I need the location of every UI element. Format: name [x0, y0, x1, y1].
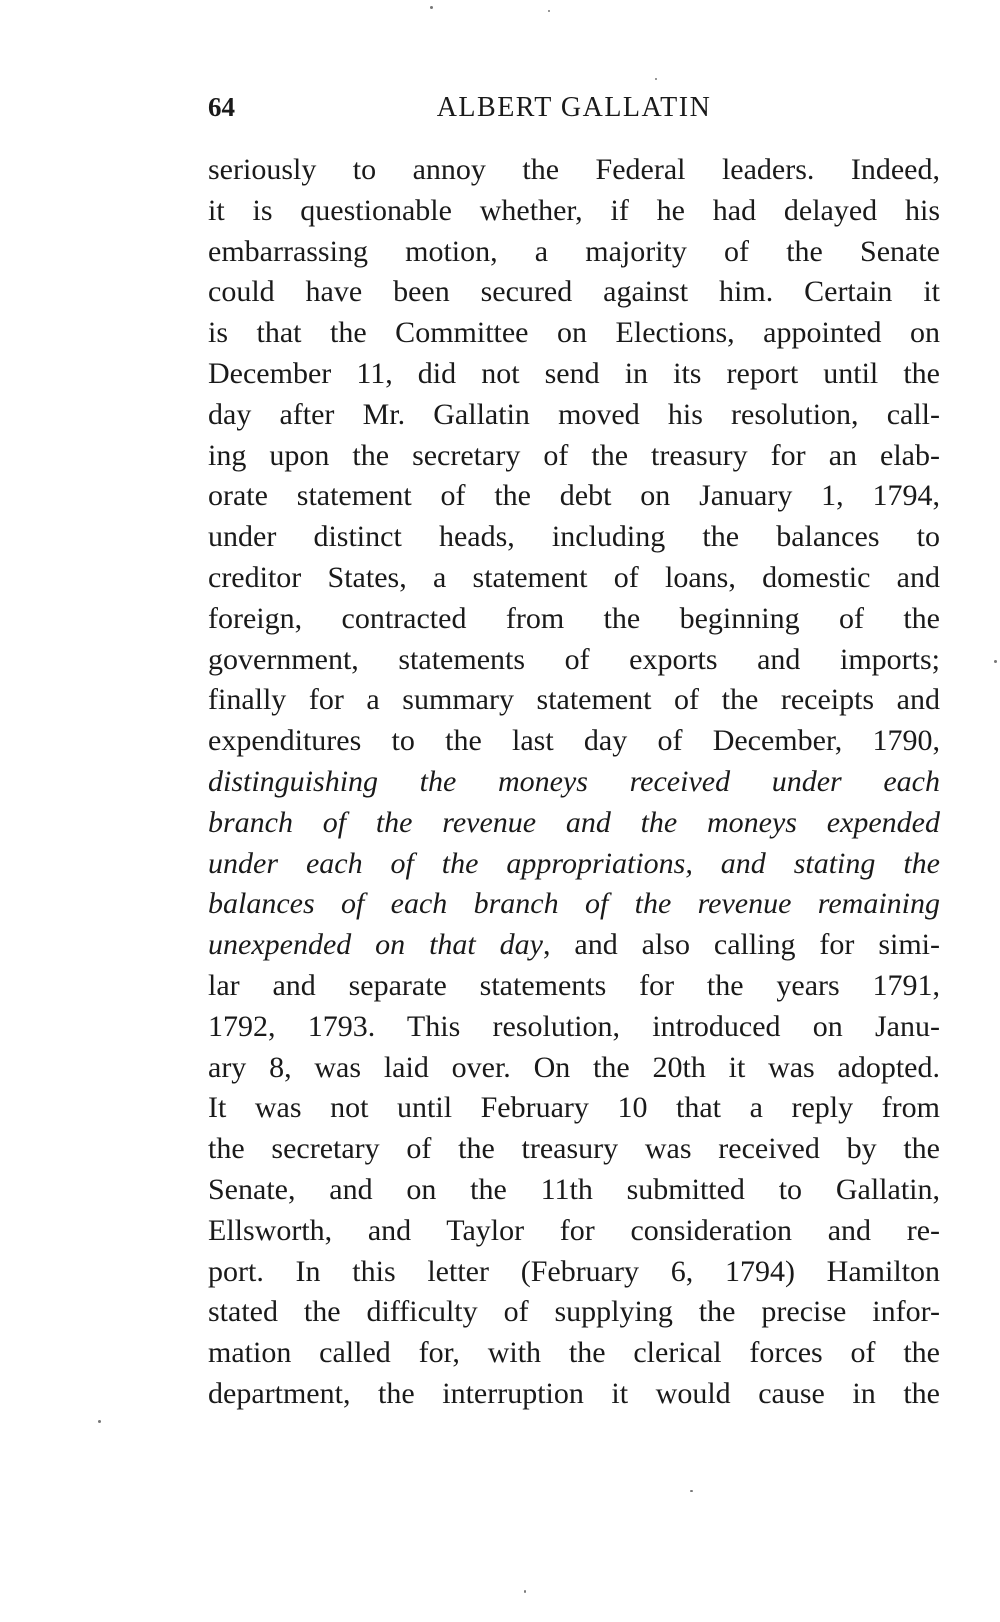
text-line: is that the Committee on Elections, appointed on [208, 316, 940, 350]
text-line: stated the difficulty of supplying the precise infor- [208, 1295, 940, 1329]
text-line-italic: distinguishing the moneys received under each [208, 764, 940, 798]
text-line: department, the interruption it would cause in the [208, 1376, 940, 1410]
text-line: December 11, did not send in its report until the [208, 356, 940, 390]
text-line: 1792, 1793. This resolution, introduced on Janu- [208, 1009, 940, 1043]
text-line: creditor States, a statement of loans, domestic and [208, 560, 940, 594]
scan-speck [430, 6, 433, 9]
text-line: the secretary of the treasury was received by the [208, 1132, 940, 1166]
scan-speck [548, 10, 550, 12]
running-head: ALBERT GALLATIN [436, 92, 712, 123]
text-line-italic: balances of each branch of the revenue remaining [208, 887, 940, 921]
text-line: port. In this letter (February 6, 1794) Hamilton [208, 1254, 940, 1288]
text-line: expenditures to the last day of December, 1790, [208, 724, 940, 758]
text-line: It was not until February 10 that a reply from [208, 1091, 940, 1125]
scan-speck [994, 660, 997, 663]
text-line: government, statements of exports and imports; [208, 642, 940, 676]
text-line: under distinct heads, including the balances to [208, 520, 940, 554]
text-line: orate statement of the debt on January 1, 1794, [208, 479, 940, 513]
text-line: ary 8, was laid over. On the 20th it was adopted. [208, 1050, 940, 1084]
scan-speck [524, 1590, 526, 1593]
text-line: lar and separate statements for the years 1791, [208, 968, 940, 1002]
text-line-italic: under each of the appropriations, and stating the [208, 846, 940, 880]
text-line-mixed [208, 925, 940, 966]
italic-phrase: unexpended on that day [208, 928, 543, 962]
body-text [208, 150, 940, 1415]
text-line: mation called for, with the clerical forces of the [208, 1336, 940, 1370]
text-line: seriously to annoy the Federal leaders. Indeed, [208, 153, 940, 186]
text-line: embarrassing motion, a majority of the Senate [208, 234, 940, 268]
scan-speck [98, 1420, 101, 1423]
text-line: finally for a summary statement of the receipts and [208, 683, 940, 717]
page-number: 64 [208, 92, 235, 122]
text-line: day after Mr. Gallatin moved his resolution, call- [208, 397, 940, 431]
text-line: Ellsworth, and Taylor for consideration and re- [208, 1213, 940, 1247]
text-line: it is questionable whether, if he had delayed his [208, 193, 940, 227]
text-line: foreign, contracted from the beginning of the [208, 601, 940, 635]
text-line: could have been secured against him. Certain it [208, 275, 940, 309]
scan-speck [690, 1490, 693, 1492]
scan-speck [655, 78, 657, 80]
text-line: ing upon the secretary of the treasury for an elab- [208, 438, 940, 472]
text-line-italic: branch of the revenue and the moneys expended [208, 805, 940, 839]
text-line: Senate, and on the 11th submitted to Gallatin, [208, 1172, 940, 1206]
page-header [208, 92, 940, 132]
roman-phrase: , and also calling for simi- [543, 928, 940, 962]
